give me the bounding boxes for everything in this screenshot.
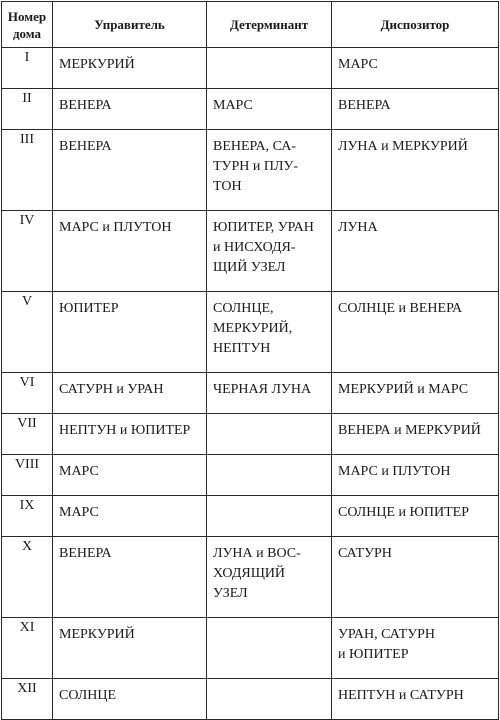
ruler-cell: [53, 89, 207, 130]
house-number-cell: II: [2, 89, 53, 130]
dispositor-line: УРАН, САТУРН: [338, 627, 436, 642]
dispositor-cell: [332, 89, 499, 130]
determinant-line: НЕПТУН: [213, 341, 271, 356]
determinant-line: ЮПИТЕР, УРАН: [213, 220, 314, 235]
dispositor-line: САТУРН: [338, 546, 392, 561]
determinant-line: ХОДЯЩИЙ: [213, 566, 286, 581]
table-row: [2, 130, 499, 211]
ruler-cell: [53, 211, 207, 292]
dispositor-line: МАРС: [338, 57, 378, 72]
ruler-cell: [53, 292, 207, 373]
house-number-cell: VI: [2, 373, 53, 414]
determinant-cell: [207, 211, 332, 292]
determinant-line: ВЕНЕРА, СА-: [213, 139, 297, 154]
determinant-cell: [207, 130, 332, 211]
dispositor-cell: [332, 679, 499, 720]
house-number-cell: VII: [2, 414, 53, 455]
determinant-line: ЩИЙ УЗЕЛ: [213, 260, 286, 275]
house-number-cell: III: [2, 130, 53, 211]
ruler-cell: [53, 373, 207, 414]
house-number-cell: IX: [2, 496, 53, 537]
header-ruler: Управитель: [53, 2, 207, 48]
ruler-line: МЕРКУРИЙ: [59, 627, 135, 642]
house-number-cell: XI: [2, 618, 53, 679]
dispositor-line: НЕПТУН и САТУРН: [338, 688, 464, 703]
ruler-cell: [53, 679, 207, 720]
table-row: [2, 414, 499, 455]
ruler-line: МАРС и ПЛУТОН: [59, 220, 172, 235]
houses-table-container: [1, 1, 498, 720]
determinant-cell: [207, 373, 332, 414]
ruler-cell: [53, 537, 207, 618]
determinant-cell: [207, 679, 332, 720]
ruler-cell: [53, 618, 207, 679]
determinant-line: и НИСХОДЯ-: [213, 240, 296, 255]
house-number-cell: XII: [2, 679, 53, 720]
ruler-line: СОЛНЦЕ: [59, 688, 117, 703]
ruler-cell: [53, 496, 207, 537]
table-row: [2, 292, 499, 373]
house-number-cell: VIII: [2, 455, 53, 496]
ruler-cell: [53, 455, 207, 496]
determinant-line: ТУРН и ПЛУ-: [213, 159, 299, 174]
dispositor-cell: [332, 292, 499, 373]
house-number-cell: V: [2, 292, 53, 373]
determinant-cell: [207, 292, 332, 373]
table-row: [2, 373, 499, 414]
dispositor-line: ВЕНЕРА и МЕРКУРИЙ: [338, 423, 481, 438]
determinant-line: СОЛНЦЕ,: [213, 301, 274, 316]
table-row: [2, 618, 499, 679]
ruler-line: ВЕНЕРА: [59, 98, 112, 113]
ruler-line: МАРС: [59, 464, 99, 479]
dispositor-cell: [332, 618, 499, 679]
ruler-line: МЕРКУРИЙ: [59, 57, 135, 72]
dispositor-cell: [332, 414, 499, 455]
table-row: [2, 679, 499, 720]
dispositor-line: МЕРКУРИЙ и МАРС: [338, 382, 469, 397]
table-body: [2, 48, 499, 720]
determinant-cell: [207, 618, 332, 679]
dispositor-cell: [332, 211, 499, 292]
dispositor-line: ЛУНА и МЕРКУРИЙ: [338, 139, 468, 154]
houses-table: [1, 1, 499, 720]
ruler-line: ВЕНЕРА: [59, 546, 112, 561]
table-row: [2, 455, 499, 496]
determinant-cell: [207, 496, 332, 537]
ruler-line: САТУРН и УРАН: [59, 382, 164, 397]
determinant-line: МЕРКУРИЙ,: [213, 321, 293, 336]
dispositor-cell: [332, 537, 499, 618]
header-house-number-line-1: Номер: [7, 8, 47, 24]
header-dispositor: Диспозитор: [332, 2, 499, 48]
table-row: [2, 48, 499, 89]
table-row: [2, 89, 499, 130]
house-number-cell: X: [2, 537, 53, 618]
house-number-cell: I: [2, 48, 53, 89]
dispositor-cell: [332, 455, 499, 496]
dispositor-line: ВЕНЕРА: [338, 98, 391, 113]
table-row: [2, 537, 499, 618]
dispositor-line: МАРС и ПЛУТОН: [338, 464, 451, 479]
ruler-cell: [53, 414, 207, 455]
header-house-number-line-2: дома: [12, 25, 42, 41]
dispositor-cell: [332, 48, 499, 89]
ruler-line: МАРС: [59, 505, 99, 520]
ruler-line: ЮПИТЕР: [59, 301, 119, 316]
dispositor-line: ЛУНА: [338, 220, 378, 235]
determinant-cell: [207, 537, 332, 618]
determinant-line: УЗЕЛ: [213, 586, 248, 601]
ruler-line: ВЕНЕРА: [59, 139, 112, 154]
dispositor-cell: [332, 130, 499, 211]
dispositor-line: и ЮПИТЕР: [338, 647, 409, 662]
table-row: [2, 496, 499, 537]
dispositor-line: СОЛНЦЕ и ВЕНЕРА: [338, 301, 463, 316]
house-number-cell: IV: [2, 211, 53, 292]
dispositor-line: СОЛНЦЕ и ЮПИТЕР: [338, 505, 470, 520]
ruler-cell: [53, 130, 207, 211]
determinant-line: ЧЕРНАЯ ЛУНА: [213, 382, 312, 397]
determinant-line: ЛУНА и ВОС-: [213, 546, 301, 561]
determinant-line: МАРС: [213, 98, 253, 113]
ruler-cell: [53, 48, 207, 89]
determinant-cell: [207, 414, 332, 455]
header-house-number: [2, 2, 53, 48]
determinant-cell: [207, 48, 332, 89]
header-determinant: Детерминант: [207, 2, 332, 48]
dispositor-cell: [332, 496, 499, 537]
dispositor-cell: [332, 373, 499, 414]
ruler-line: НЕПТУН и ЮПИТЕР: [59, 423, 191, 438]
header-row: [2, 2, 499, 48]
determinant-cell: [207, 89, 332, 130]
determinant-cell: [207, 455, 332, 496]
table-row: [2, 211, 499, 292]
determinant-line: ТОН: [213, 179, 242, 194]
table-header: [2, 2, 499, 48]
